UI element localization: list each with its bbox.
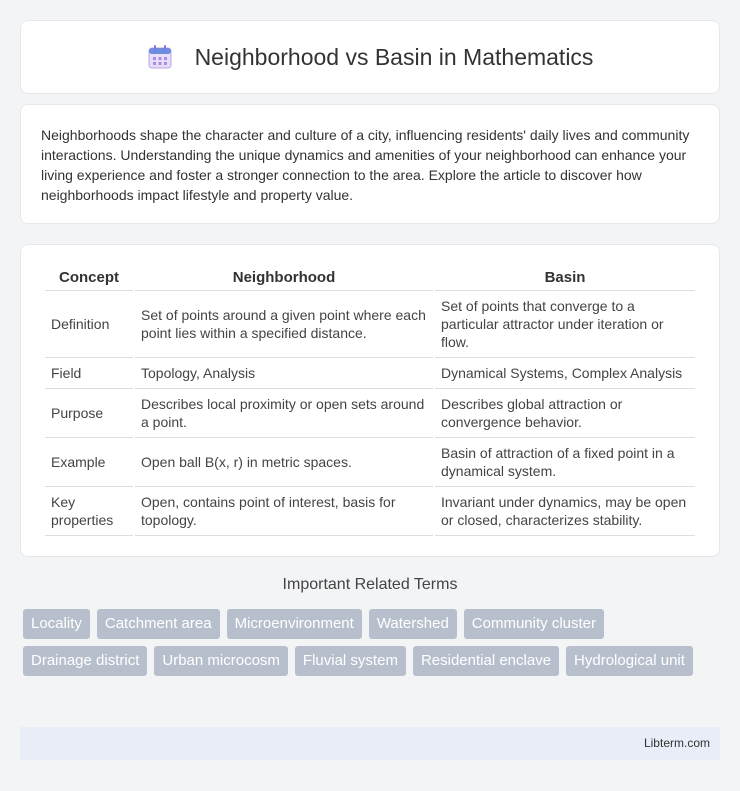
row-basin: Set of points that converge to a particular attractor under iteration or flow. bbox=[435, 291, 695, 358]
tag-locality[interactable]: Locality bbox=[23, 609, 90, 639]
row-neighborhood: Describes local proximity or open sets around a point. bbox=[135, 389, 433, 438]
row-basin: Basin of attraction of a fixed point in a dynamical system. bbox=[435, 438, 695, 487]
page-title: Neighborhood vs Basin in Mathematics bbox=[194, 43, 594, 70]
intro-paragraph: Neighborhoods shape the character and culture of a city, influencing residents' daily lives and community interactions. Understanding the unique dynamics and amenities of your neighborhood can enhance your living experience and foster a stronger connection to the area. Explore the article to discover how neighborhoods impact lifestyle and property value. bbox=[41, 127, 690, 203]
tag-fluvial-system[interactable]: Fluvial system bbox=[295, 646, 406, 676]
row-basin: Describes global attraction or convergence behavior. bbox=[435, 389, 695, 438]
tag-microenvironment[interactable]: Microenvironment bbox=[227, 609, 362, 639]
row-concept: Field bbox=[45, 358, 133, 389]
related-terms-title: Important Related Terms bbox=[282, 576, 458, 593]
row-neighborhood: Topology, Analysis bbox=[135, 358, 433, 389]
related-terms-list bbox=[23, 609, 723, 683]
table-row bbox=[45, 389, 695, 438]
header-basin: Basin bbox=[435, 265, 695, 291]
calendar-icon bbox=[147, 44, 173, 70]
row-basin: Invariant under dynamics, may be open or closed, characterizes stability. bbox=[435, 487, 695, 536]
row-concept: Example bbox=[45, 438, 133, 487]
tag-drainage-district[interactable]: Drainage district bbox=[23, 646, 147, 676]
table-row bbox=[45, 291, 695, 358]
row-neighborhood: Open ball B(x, r) in metric spaces. bbox=[135, 438, 433, 487]
header-neighborhood: Neighborhood bbox=[135, 265, 433, 291]
comparison-table-card bbox=[20, 244, 720, 557]
header-card bbox=[20, 20, 720, 94]
tag-hydrological-unit[interactable]: Hydrological unit bbox=[566, 646, 693, 676]
table-row bbox=[45, 438, 695, 487]
row-concept: Definition bbox=[45, 291, 133, 358]
row-neighborhood: Open, contains point of interest, basis for topology. bbox=[135, 487, 433, 536]
tag-catchment-area[interactable]: Catchment area bbox=[97, 609, 220, 639]
comparison-table bbox=[43, 265, 697, 536]
table-row bbox=[45, 358, 695, 389]
table-header-row bbox=[45, 265, 695, 291]
header-concept: Concept bbox=[45, 265, 133, 291]
row-concept: Purpose bbox=[45, 389, 133, 438]
row-neighborhood: Set of points around a given point where each point lies within a specified distance. bbox=[135, 291, 433, 358]
tag-watershed[interactable]: Watershed bbox=[369, 609, 457, 639]
footer-site-link[interactable]: Libterm.com bbox=[643, 736, 710, 750]
title-wrap bbox=[147, 44, 594, 71]
table-row bbox=[45, 487, 695, 536]
tag-residential-enclave[interactable]: Residential enclave bbox=[413, 646, 559, 676]
row-concept: Key properties bbox=[45, 487, 133, 536]
tag-urban-microcosm[interactable]: Urban microcosm bbox=[154, 646, 288, 676]
tag-community-cluster[interactable]: Community cluster bbox=[464, 609, 604, 639]
footer bbox=[20, 727, 720, 760]
intro-card bbox=[20, 104, 720, 224]
row-basin: Dynamical Systems, Complex Analysis bbox=[435, 358, 695, 389]
